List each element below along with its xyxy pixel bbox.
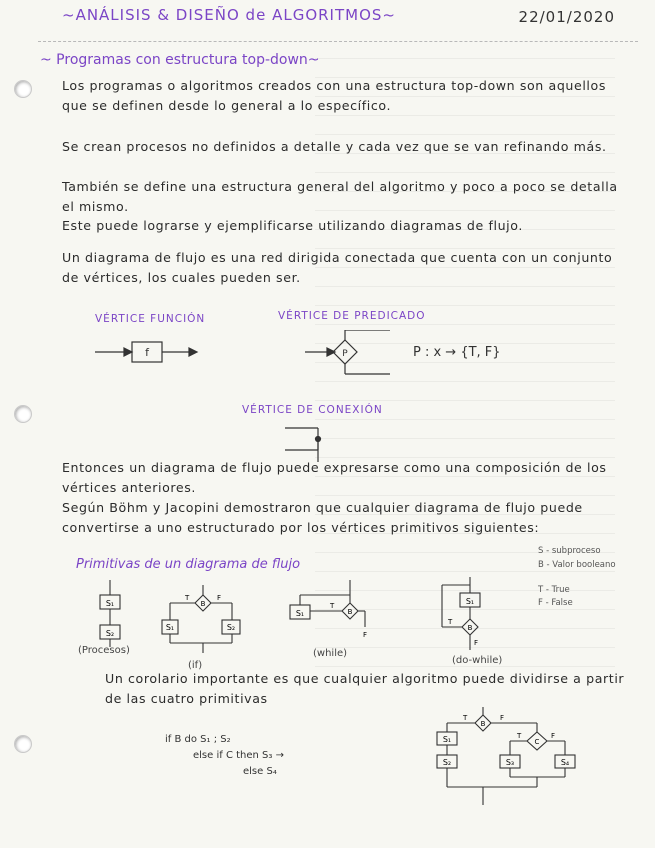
page-date: 22/01/2020 <box>518 8 615 26</box>
dowhile-diamond-b: B <box>467 624 473 632</box>
final-nested-diagram <box>425 705 595 810</box>
paragraph-1: Los programas o algoritmos creados con una estructura top-down son aquellos que se definen desde lo general a lo específico. <box>62 78 607 113</box>
legend-boolean: B - Valor booleano <box>538 560 616 570</box>
while-true-label: T <box>330 602 335 610</box>
process-box-s1: S₁ <box>105 599 115 608</box>
while-diamond-b: B <box>347 608 353 616</box>
predicate-formula: P : x → {T, F} <box>413 345 501 360</box>
vertex-connection-label: VÉRTICE DE CONEXIÓN <box>242 404 383 416</box>
final-true-label-c: T <box>517 732 522 740</box>
while-false-label: F <box>363 631 368 639</box>
predicate-symbol: P <box>342 349 348 359</box>
section-title: ~ Programas con estructura top-down~ <box>40 52 320 68</box>
paragraph-7: Según Böhm y Jacopini demostraron que cualquier diagrama de flujo puede convertirse a uno estructurado por los vértices primitivos siguientes: <box>62 500 583 535</box>
primitives-title: Primitivas de un diagrama de flujo <box>76 557 301 572</box>
final-true-label-b: T <box>463 714 468 722</box>
binder-hole <box>14 80 32 98</box>
caption-while: (while) <box>313 648 348 659</box>
binder-hole <box>14 405 32 423</box>
final-diamond-c: C <box>534 738 540 746</box>
final-false-label-b: F <box>500 714 505 722</box>
final-box-s3: S₃ <box>505 758 515 767</box>
legend-true: T - True <box>538 585 570 595</box>
page-title: ~ANÁLISIS & DISEÑO de ALGORITMOS~ <box>62 6 396 24</box>
binder-hole <box>14 735 32 753</box>
legend-false: F - False <box>538 598 573 608</box>
corollary-paragraph: Un corolario importante es que cualquier algoritmo puede dividirse a partir de las cuatro primitivas <box>105 671 625 706</box>
vertex-diagrams <box>90 330 420 380</box>
code-line-1: if B do S₁ ; S₂ <box>165 734 231 745</box>
if-false-label: F <box>217 594 222 602</box>
paragraph-3: También se define una estructura general del algoritmo y poco a poco se detalla el mismo. <box>62 179 618 214</box>
header-rule <box>38 41 638 42</box>
if-box-s2: S₂ <box>226 623 236 632</box>
if-diamond-b: B <box>200 600 206 608</box>
paragraph-2: Se crean procesos no definidos a detalle y cada vez que se van refinando más. <box>62 139 607 154</box>
caption-procesos: (Procesos) <box>78 645 130 656</box>
code-line-3: else S₄ <box>243 766 277 777</box>
code-line-2: else if C then S₃ → <box>193 750 284 761</box>
dowhile-true-label: T <box>448 618 453 626</box>
primitives-diagrams <box>80 575 510 670</box>
final-box-s2: S₂ <box>442 758 452 767</box>
while-box-s1: S₁ <box>295 609 305 618</box>
paragraph-6: Entonces un diagrama de flujo puede expresarse como una composición de los vértices anteriores. <box>62 460 607 495</box>
final-false-label-c: F <box>551 732 556 740</box>
final-box-s1: S₁ <box>442 735 452 744</box>
if-box-s1: S₁ <box>165 623 175 632</box>
if-true-label: T <box>185 594 190 602</box>
caption-do-while: (do-while) <box>452 655 503 666</box>
paragraph-4: Este puede lograrse y ejemplificarse utilizando diagramas de flujo. <box>62 218 523 233</box>
function-symbol: f <box>145 346 149 359</box>
dowhile-box-s1: S₁ <box>465 597 475 606</box>
legend-subprocess: S - subproceso <box>538 546 601 556</box>
vertex-function-label: VÉRTICE FUNCIÓN <box>95 313 206 325</box>
final-diamond-b: B <box>480 720 486 728</box>
paragraph-5: Un diagrama de flujo es una red dirigida conectada que cuenta con un conjunto de vértices, los cuales pueden ser. <box>62 250 613 285</box>
vertex-predicate-label: VÉRTICE DE PREDICADO <box>278 310 426 322</box>
caption-if: (if) <box>188 660 203 671</box>
final-box-s4: S₄ <box>560 758 570 767</box>
dowhile-false-label: F <box>474 639 479 647</box>
process-box-s2: S₂ <box>105 629 115 638</box>
